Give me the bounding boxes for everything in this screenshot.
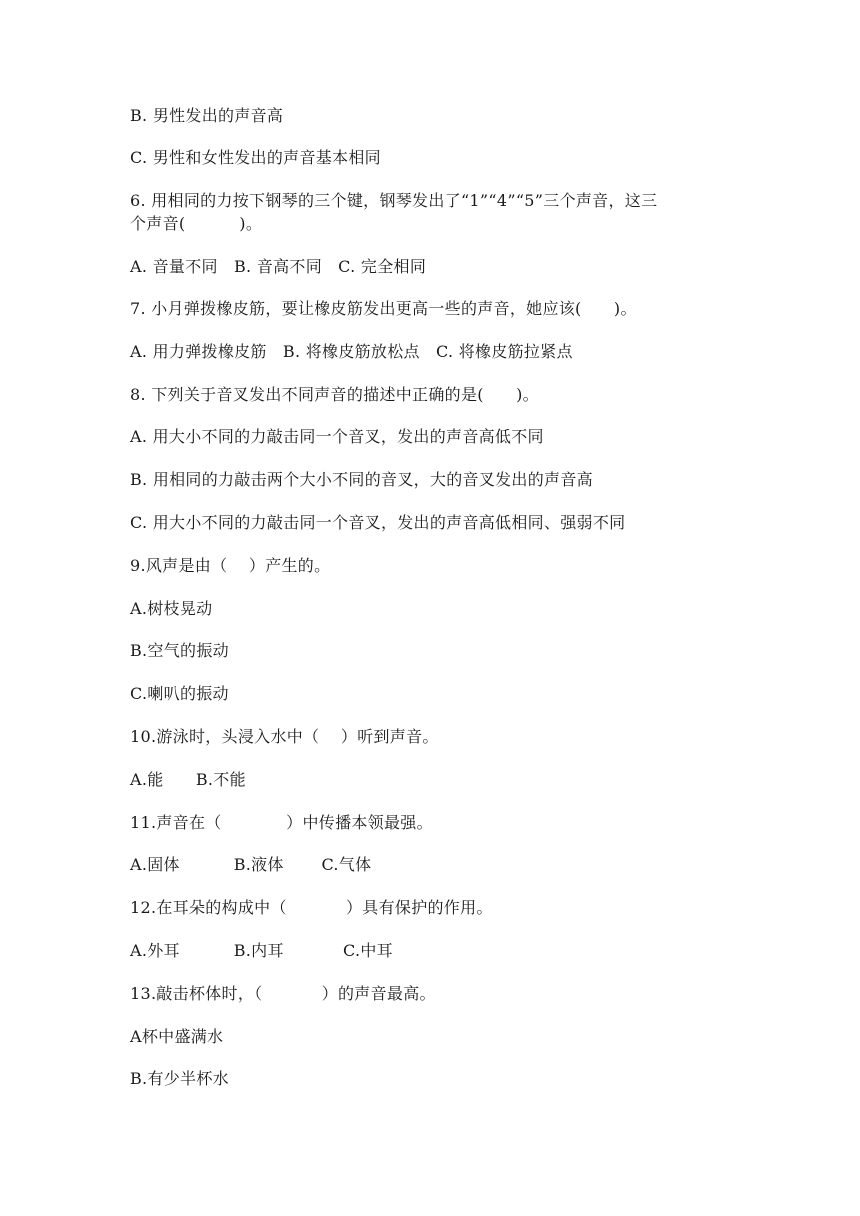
question-12: 12.在耳朵的构成中（ ）具有保护的作用。 (130, 898, 493, 917)
question-11: 11.声音在（ ）中传播本领最强。 (130, 813, 433, 832)
question-8: 8. 下列关于音叉发出不同声音的描述中正确的是( )。 (130, 385, 539, 404)
question-9: 9.风声是由（ ）产生的。 (130, 556, 331, 575)
option-13a: A杯中盛满水 (130, 1027, 224, 1046)
option-9a: A.树枝晃动 (130, 599, 213, 618)
option-8a: A. 用大小不同的力敲击同一个音叉，发出的声音高低不同 (130, 427, 544, 446)
options-10: A.能 B.不能 (130, 770, 246, 789)
options-11: A.固体 B.液体 C.气体 (130, 855, 372, 874)
question-10: 10.游泳时，头浸入水中（ ）听到声音。 (130, 727, 439, 746)
option-9c: C.喇叭的振动 (130, 684, 229, 703)
option-5c: C. 男性和女性发出的声音基本相同 (130, 148, 381, 167)
question-6-line-2: 个声音( )。 (130, 214, 263, 233)
options-6: A. 音量不同 B. 音高不同 C. 完全相同 (130, 257, 427, 276)
options-7: A. 用力弹拨橡皮筋 B. 将橡皮筋放松点 C. 将橡皮筋拉紧点 (130, 342, 573, 361)
question-6-line-1: 6. 用相同的力按下钢琴的三个键，钢琴发出了“1”“4”“5”三个声音，这三 (130, 191, 658, 210)
option-5b: B. 男性发出的声音高 (130, 106, 284, 125)
option-8c: C. 用大小不同的力敲击同一个音叉，发出的声音高低相同、强弱不同 (130, 513, 626, 532)
question-7: 7. 小月弹拨橡皮筋，要让橡皮筋发出更高一些的声音，她应该( )。 (130, 299, 637, 318)
option-8b: B. 用相同的力敲击两个大小不同的音叉，大的音叉发出的声音高 (130, 470, 593, 489)
question-13: 13.敲击杯体时，（ ）的声音最高。 (130, 984, 436, 1003)
option-9b: B.空气的振动 (130, 641, 229, 660)
option-13b: B.有少半杯水 (130, 1069, 229, 1088)
options-12: A.外耳 B.内耳 C.中耳 (130, 941, 393, 960)
